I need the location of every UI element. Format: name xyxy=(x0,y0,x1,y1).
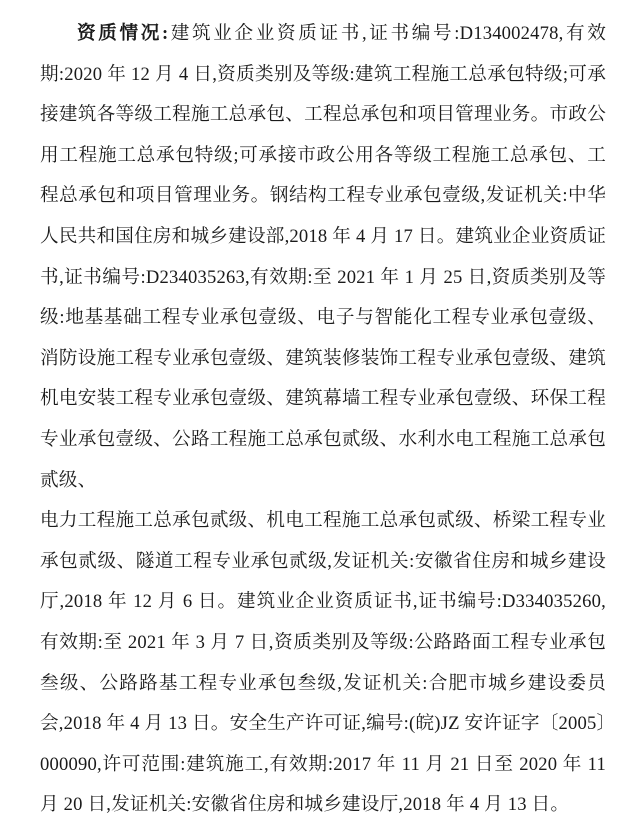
paragraph-1 xyxy=(40,14,606,501)
paragraph-2-text: 电力工程施工总承包贰级、机电工程施工总承包贰级、桥梁工程专业承包贰级、隧道工程专业承包贰级,发证机关:安徽省住房和城乡建设厅,2018 年 12 月 6 日。建筑业企业资质证书,证书编号:D334035260,有效期:至 2021 年 3 月 7 日,资质类别及等级:公路路面工程专业承包叁级、公路路基工程专业承包叁级,发证机关:合肥市城乡建设委员会,2018 年 4 月 13 日。安全生产许可证,编号:(皖)JZ 安许证字〔2005〕000090,许可范围:建筑施工,有效期:2017 年 11 月 21 日至 2020 年 11 月 20 日,发证机关:安徽省住房和城乡建设厅,2018 年 4 月 13 日。 xyxy=(40,510,606,816)
paragraph-1-text: 建筑业企业资质证书,证书编号:D134002478,有效期:2020 年 12 月 4 日,资质类别及等级:建筑工程施工总承包特级;可承接建筑各等级工程施工总承包、工程总承包和项目管理业务。市政公用工程施工总承包特级;可承接市政公用各等级工程施工总承包、工程总承包和项目管理业务。钢结构工程专业承包壹级,发证机关:中华人民共和国住房和城乡建设部,2018 年 4 月 17 日。建筑业企业资质证书,证书编号:D234035263,有效期:至 2021 年 1 月 25 日,资质类别及等级:地基基础工程专业承包壹级、电子与智能化工程专业承包壹级、消防设施工程专业承包壹级、建筑装修装饰工程专业承包壹级、建筑机电安装工程专业承包壹级、建筑幕墙工程专业承包壹级、环保工程专业承包壹级、公路工程施工总承包贰级、水利水电工程施工总承包贰级、 xyxy=(40,23,606,491)
paragraph-2 xyxy=(40,501,606,826)
document-body xyxy=(40,14,606,826)
qualification-label: 资质情况: xyxy=(77,23,169,44)
